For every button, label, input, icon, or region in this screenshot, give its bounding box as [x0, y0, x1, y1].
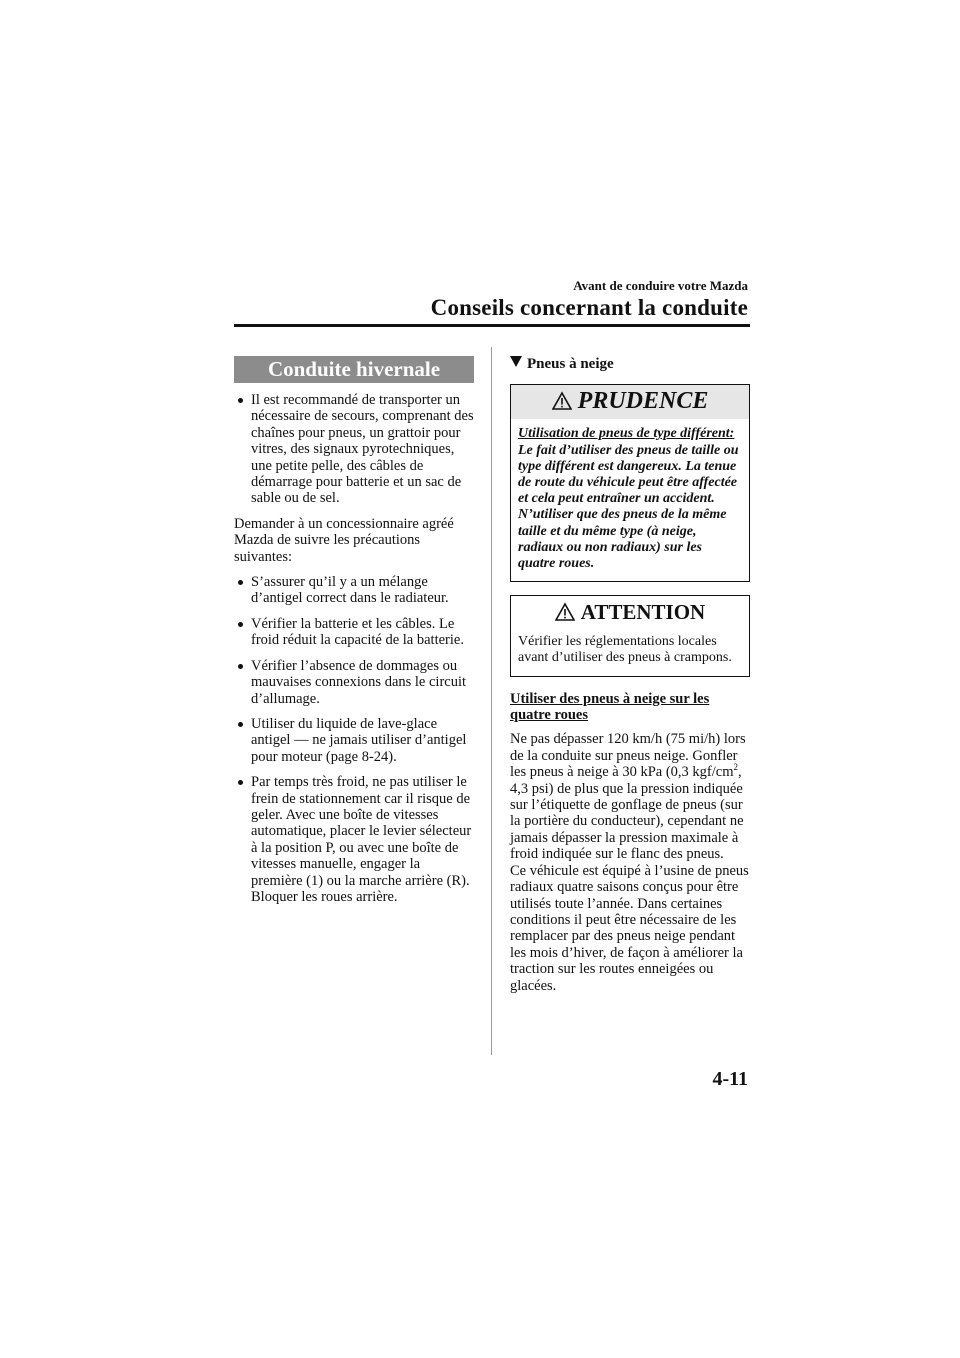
bullet-icon — [238, 780, 243, 785]
bullet-icon — [238, 664, 243, 669]
triangle-marker-icon — [510, 356, 522, 367]
warning-icon — [552, 391, 572, 411]
prudence-lead: Utilisation de pneus de type différent: — [518, 426, 735, 442]
prudence-box — [510, 384, 750, 582]
list-item — [234, 774, 474, 905]
bullet-icon — [238, 580, 243, 585]
header-divider — [234, 324, 750, 327]
attention-body: Vérifier les réglementations locales avant d’utiliser des pneus à crampons. — [518, 634, 732, 666]
list-item — [234, 658, 474, 707]
page-title: Conseils concernant la conduite — [430, 295, 748, 320]
header-subtitle: Avant de conduire votre Mazda — [573, 278, 748, 293]
bullet-icon — [238, 722, 243, 727]
paragraph — [510, 731, 750, 862]
prudence-text: Le fait d’utiliser des pneus de taille ou type différent est dangereux. La tenue de route du véhicule peut être affectée et cela peut entraîner un accident. N’utiliser que des pneus de la même taille et du même type (à neige, radiaux ou non radiaux) sur les quatre roues. — [518, 442, 739, 572]
list-item — [234, 716, 474, 765]
prudence-body — [511, 419, 749, 581]
paragraph-text-end: , 4,3 psi) de plus que la pression indiquée sur l’étiquette de gonflage de pneus (sur la portière du conducteur), cependant ne jamais dépasser la pression maximale à froid indiquée sur le flanc des pneus. — [510, 764, 744, 863]
paragraph-text-start: Ne pas dépasser 120 km/h (75 mi/h) lors de la conduite sur pneus neige. Gonfler les pneus à neige à 30 kPa (0,3 kgf/cm — [510, 731, 746, 781]
superscript: 2 — [733, 762, 738, 773]
list-item — [234, 392, 474, 507]
subsection-heading — [510, 356, 750, 372]
list-item-text: S’assurer qu’il y a un mélange d’antigel correct dans le radiateur. — [251, 574, 449, 607]
list-item — [234, 616, 474, 649]
list-item-text: Par temps très froid, ne pas utiliser le frein de stationnement car il risque de geler. Avec une boîte de vitesses automatique, placer le levier sélecteur à la position P, ou avec une boîte de vitesses manuelle, engager la première (1) ou la marche arrière (R). Bloquer les roues arrière. — [251, 774, 472, 905]
prudence-header — [511, 385, 749, 419]
attention-box — [510, 595, 750, 676]
list-item-text: Il est recommandé de transporter un nécessaire de secours, comprenant des chaînes pour pneus, un grattoir pour vitres, des signaux pyrotechniques, une petite pelle, des câbles de démarrage pour batterie et un sac de sable ou de sel. — [251, 392, 474, 507]
right-column — [510, 356, 750, 994]
section-heading: Utiliser des pneus à neige sur les quatre roues — [510, 690, 710, 724]
prudence-title: PRUDENCE — [577, 388, 709, 415]
list-item-text: Vérifier l’absence de dommages ou mauvaises connexions dans le circuit d’allumage. — [251, 657, 467, 707]
left-column — [234, 356, 474, 914]
subsection-heading-text: Pneus à neige — [527, 356, 614, 372]
list-item-text: Utiliser du liquide de lave-glace antigel — ne jamais utiliser d’antigel pour moteur (page 8-24). — [251, 715, 467, 765]
paragraph: Ce véhicule est équipé à l’usine de pneus radiaux quatre saisons conçus pour être utilisés toute l’année. Dans certaines conditions il peut être nécessaire de les remplacer par des pneus neige pendant les mois d’hiver, de façon à améliorer la traction sur les routes enneigées ou glacées. — [510, 862, 749, 994]
bullet-icon — [238, 622, 243, 627]
list-item-text: Vérifier la batterie et les câbles. Le froid réduit la capacité de la batterie. — [251, 615, 464, 649]
warning-icon — [555, 602, 575, 622]
page-number: 4-11 — [712, 1068, 748, 1090]
bullet-icon — [238, 398, 243, 403]
attention-header — [511, 596, 749, 630]
attention-title: ATTENTION — [580, 600, 706, 625]
list-item — [234, 574, 474, 607]
section-banner: Conduite hivernale — [234, 356, 474, 383]
column-divider — [491, 347, 492, 1055]
paragraph: Demander à un concessionnaire agréé Mazda de suivre les précautions suivantes: — [234, 515, 454, 565]
